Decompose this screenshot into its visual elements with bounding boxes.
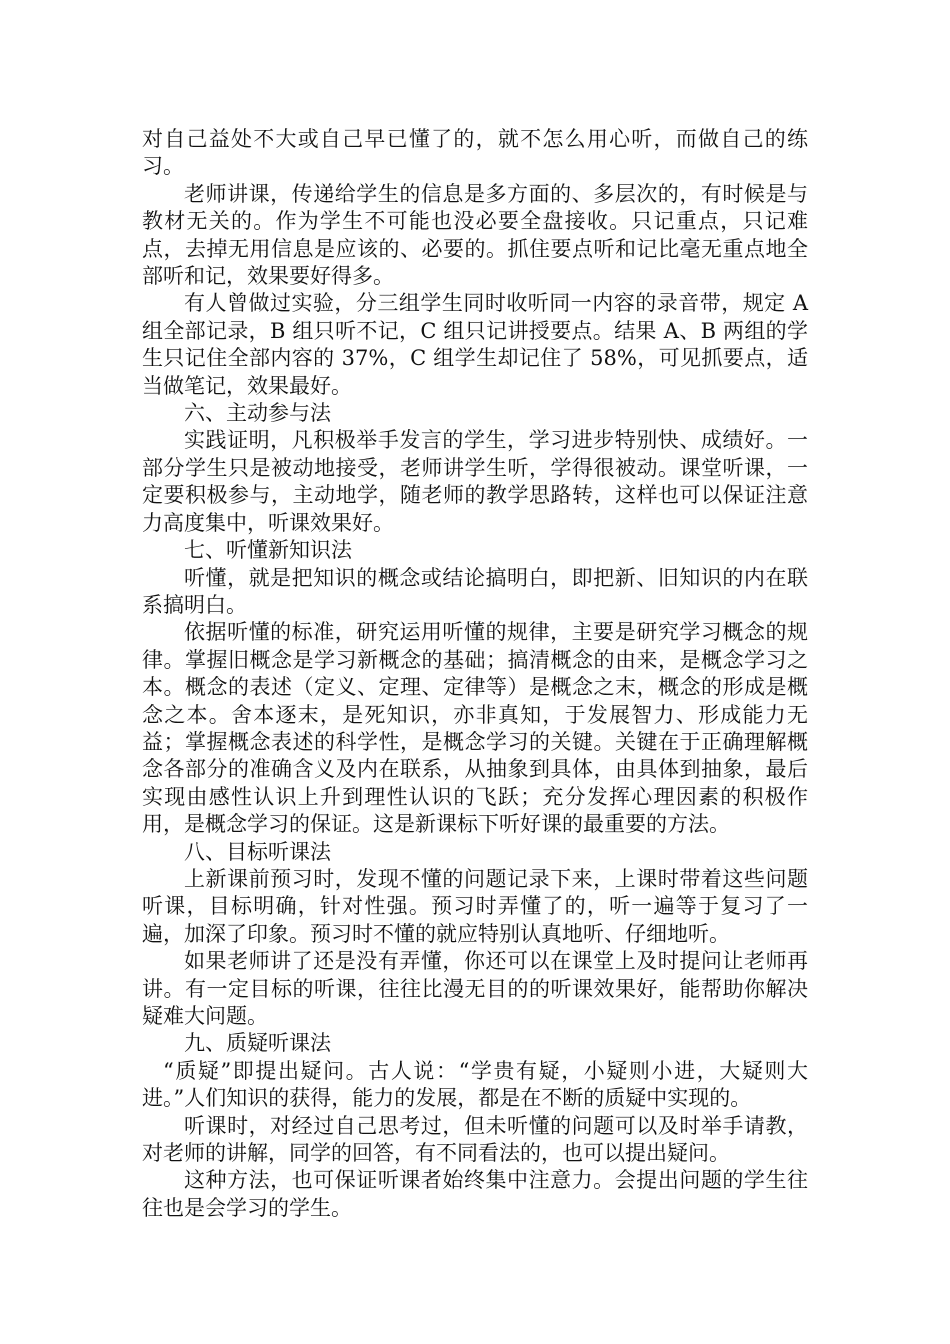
paragraph-ask-teacher: 如果老师讲了还是没有弄懂，你还可以在课堂上及时提问让老师再讲。有一定目标的听课，往往比漫无目的的听课效果好，能帮助你解决疑难大问题。	[142, 949, 808, 1028]
document-body	[142, 126, 808, 1222]
section-heading-6: 六、主动参与法	[184, 401, 331, 426]
paragraph-concepts: 依据听懂的标准，研究运用听懂的规律，主要是研究学习概念的规律。掌握旧概念是学习新概念的基础；搞清概念的由来，是概念学习之本。概念的表述（定义、定理、定律等）是概念之末，概念的形成是概念之本。舍本逐末，是死知识，亦非真知，于发展智力、形成能力无益；掌握概念表述的科学性，是概念学习的关键。关键在于正确理解概念各部分的准确含义及内在联系，从抽象到具体，由具体到抽象，最后实现由感性认识上升到理性认识的飞跃；充分发挥心理因素的积极作用，是概念学习的保证。这是新课标下听好课的最重要的方法。	[142, 620, 808, 837]
paragraph-conclusion: 这种方法，也可保证听课者始终集中注意力。会提出问题的学生往往也是会学习的学生。	[142, 1168, 808, 1220]
section-heading-9: 九、质疑听课法	[184, 1031, 331, 1056]
section-heading-7: 七、听懂新知识法	[184, 538, 352, 563]
section-heading-8: 八、目标听课法	[184, 839, 331, 864]
paragraph-questioning: “质疑”即提出疑问。古人说：“学贵有疑，小疑则小进，大疑则大进。”人们知识的获得，能力的发展，都是在不断的质疑中实现的。	[142, 1058, 808, 1111]
paragraph-preview: 上新课前预习时，发现不懂的问题记录下来，上课时带着这些问题听课，目标明确，针对性强。预习时弄懂了的，听一遍等于复习了一遍，加深了印象。预习时不懂的就应特别认真地听、仔细地听。	[142, 866, 808, 946]
paragraph-continuation: 对自己益处不大或自己早已懂了的，就不怎么用心听，而做自己的练习。	[142, 127, 808, 179]
paragraph-understanding: 听懂，就是把知识的概念或结论搞明白，即把新、旧知识的内在联系搞明白。	[142, 565, 808, 617]
paragraph-experiment: 有人曾做过实验，分三组学生同时收听同一内容的录音带，规定 A 组全部记录，B 组只听不记，C 组只记讲授要点。结果 A、B 两组的学生只记住全部内容的 37%，C 组学生却记住了 58%，可见抓要点，适当做笔记，效果最好。	[142, 291, 808, 398]
paragraph-teacher-info: 老师讲课，传递给学生的信息是多方面的、多层次的，有时候是与教材无关的。作为学生不可能也没必要全盘接收。只记重点，只记难点，去掉无用信息是应该的、必要的。抓住要点听和记比毫无重点地全部听和记，效果要好得多。	[142, 181, 808, 289]
paragraph-active-participation: 实践证明，凡积极举手发言的学生，学习进步特别快、成绩好。一部分学生只是被动地接受，老师讲学生听，学得很被动。课堂听课，一定要积极参与，主动地学，随老师的教学思路转，这样也可以保证注意力高度集中，听课效果好。	[142, 428, 808, 535]
paragraph-ask-questions: 听课时，对经过自己思考过，但未听懂的问题可以及时举手请教，对老师的讲解，同学的回答，有不同看法的，也可以提出疑问。	[142, 1113, 808, 1166]
